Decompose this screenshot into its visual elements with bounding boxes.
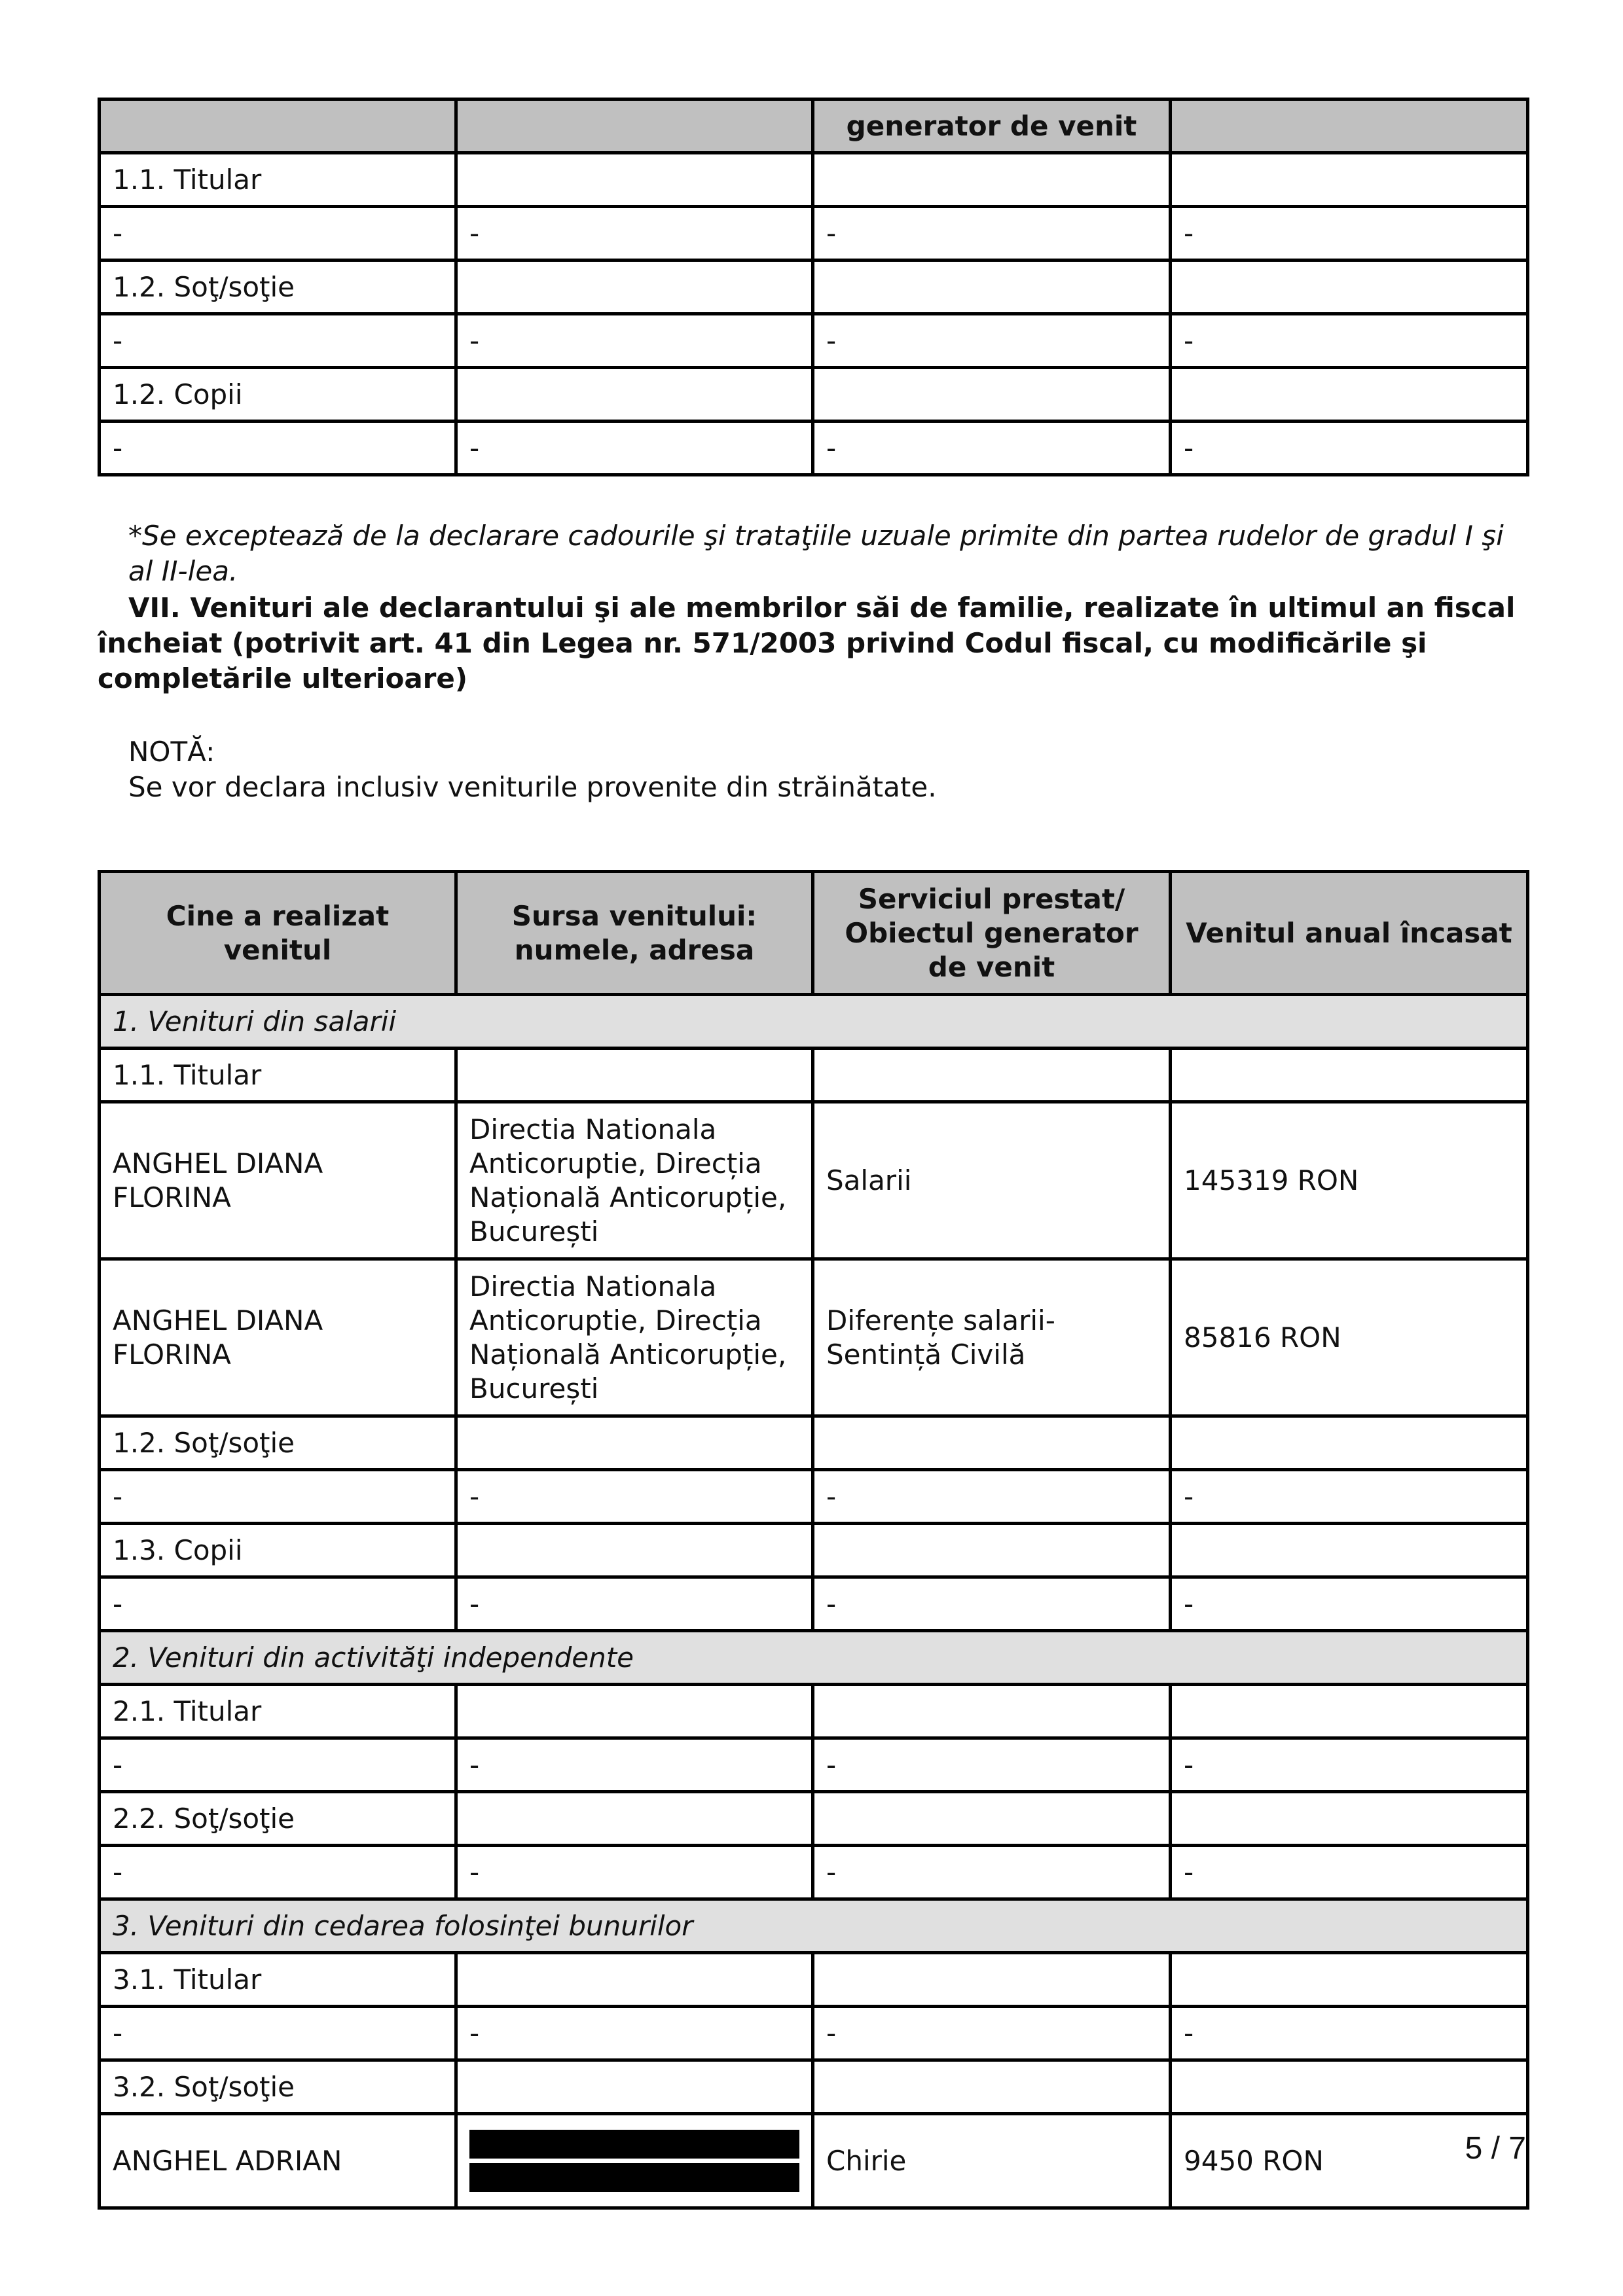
table-row [100,1470,1528,1524]
table-cell [1171,1524,1528,1577]
table-cell [1171,368,1528,422]
header-cell: Venitul anual încasat [1171,872,1528,995]
table-cell: - [456,1470,813,1524]
table-cell: - [813,422,1171,475]
table-cell [456,2060,813,2114]
table-cell [813,1792,1171,1846]
table-cell: - [100,1470,456,1524]
table-row [100,1577,1528,1631]
page-number: 5 / 7 [1465,2131,1526,2166]
table-cell: - [100,1738,456,1792]
table-cell: - [100,207,456,260]
table-cell: 1.2. Copii [100,368,456,422]
table-row [100,1416,1528,1470]
table-cell [456,153,813,207]
note-label: NOTĂ: [128,736,215,768]
income-table [98,870,1529,2210]
header-cell [1171,99,1528,153]
table-row [100,1953,1528,2007]
table-cell: 2.2. Soţ/soţie [100,1792,456,1846]
header-cell: Cine a realizat venitul [100,872,456,995]
table-row [100,1102,1528,1259]
table-cell [813,1049,1171,1102]
table-row [100,207,1528,260]
table-cell: - [813,2007,1171,2060]
table-header-row [100,872,1528,995]
table-row [100,1846,1528,1899]
table-cell [456,1792,813,1846]
table-cell: - [1171,1846,1528,1899]
table-cell [813,260,1171,314]
table-cell: 1.3. Copii [100,1524,456,1577]
header-cell: Sursa venitului: numele, adresa [456,872,813,995]
table-cell: - [456,1738,813,1792]
section-row [100,1899,1528,1953]
table-cell: Diferențe salarii-Sentință Civilă [813,1259,1171,1416]
table-row [100,2007,1528,2060]
table-cell: - [1171,1470,1528,1524]
table-cell: - [813,1470,1171,1524]
table-cell: - [100,314,456,368]
table-cell: 1.1. Titular [100,153,456,207]
table-cell: - [813,1738,1171,1792]
table-header-row [100,99,1528,153]
table-cell [813,153,1171,207]
table-cell: - [1171,2007,1528,2060]
table-cell: 1.2. Soţ/soţie [100,260,456,314]
table-cell: - [813,314,1171,368]
table-cell: - [1171,1738,1528,1792]
header-cell: generator de venit [813,99,1171,153]
table-cell: 3.1. Titular [100,1953,456,2007]
section-title: VII. Venituri ale declarantului şi ale membrilor săi de familie, realizate în ultimul an fiscal încheiat (potrivit art. 41 din Legea nr. 571/2003 privind Codul fiscal, cu modificările şi completările ulterioare) [98,592,1516,694]
table-cell [813,368,1171,422]
table-cell [1171,1685,1528,1738]
table-row [100,1524,1528,1577]
table-cell: 1.2. Soţ/soţie [100,1416,456,1470]
table-cell: 145319 RON [1171,1102,1528,1259]
table-cell: ANGHEL DIANA FLORINA [100,1259,456,1416]
table-row [100,260,1528,314]
table-cell: ANGHEL ADRIAN [100,2114,456,2208]
redaction-bar [469,2130,799,2159]
table-row [100,2114,1528,2208]
table-cell [456,260,813,314]
table-cell: Directia Nationala Anticoruptie, Direcția Națională Anticorupție, București [456,1102,813,1259]
table-cell [1171,153,1528,207]
table-cell: - [100,1577,456,1631]
header-cell: Serviciul prestat/ Obiectul generator de venit [813,872,1171,995]
table-cell: - [456,1577,813,1631]
table-cell [1171,1049,1528,1102]
redaction-bar [469,2163,799,2192]
section-row [100,1631,1528,1685]
table-cell: - [456,207,813,260]
table-cell [456,1416,813,1470]
table-cell [813,2060,1171,2114]
table-cell [456,1524,813,1577]
table-row [100,1049,1528,1102]
section-row [100,995,1528,1049]
table-cell [1171,1416,1528,1470]
table-cell [1171,1953,1528,2007]
table-cell [1171,1792,1528,1846]
table-cell [456,1685,813,1738]
table-cell: 1.1. Titular [100,1049,456,1102]
table-cell: - [100,1846,456,1899]
table-cell: - [813,207,1171,260]
table-row [100,153,1528,207]
section-label: 1. Venituri din salarii [100,995,1528,1049]
previous-section-table [98,98,1529,476]
table-cell: - [1171,207,1528,260]
table-cell [1171,260,1528,314]
table-row [100,1685,1528,1738]
table-cell: - [1171,1577,1528,1631]
table-cell [456,368,813,422]
table-cell [1171,2060,1528,2114]
section-label: 3. Venituri din cedarea folosinţei bunurilor [100,1899,1528,1953]
table-row [100,314,1528,368]
table-cell [456,1953,813,2007]
header-cell [456,99,813,153]
note-text: Se vor declara inclusiv veniturile provenite din străinătate. [128,771,937,803]
table-row [100,2060,1528,2114]
table-cell [813,1524,1171,1577]
table-cell: - [813,1846,1171,1899]
table-cell: - [456,422,813,475]
header-cell [100,99,456,153]
table-cell: 3.2. Soţ/soţie [100,2060,456,2114]
section-label: 2. Venituri din activităţi independente [100,1631,1528,1685]
redacted-cell [456,2114,813,2208]
table-cell [813,1953,1171,2007]
table-cell: - [100,2007,456,2060]
table-cell: - [100,422,456,475]
table-cell: ANGHEL DIANA FLORINA [100,1102,456,1259]
table-cell: - [456,2007,813,2060]
table-row [100,1259,1528,1416]
table-row [100,368,1528,422]
table-row [100,1738,1528,1792]
table-cell: 2.1. Titular [100,1685,456,1738]
table-row [100,1792,1528,1846]
footnote: *Se exceptează de la declarare cadourile şi trataţiile uzuale primite din partea rudelor de gradul I şi al II-lea. [128,520,1504,587]
table-cell: Salarii [813,1102,1171,1259]
table-cell [813,1416,1171,1470]
table-cell [456,1049,813,1102]
table-cell: - [456,314,813,368]
note-block [128,734,1526,805]
table-cell: - [1171,314,1528,368]
table-cell [813,1685,1171,1738]
table-cell: Directia Nationala Anticoruptie, Direcția Națională Anticorupție, București [456,1259,813,1416]
table-cell: 9450 RON [1171,2114,1528,2208]
table-cell: - [813,1577,1171,1631]
table-cell: Chirie [813,2114,1171,2208]
table-cell: - [1171,422,1528,475]
table-cell: 85816 RON [1171,1259,1528,1416]
table-row [100,422,1528,475]
table-cell: - [456,1846,813,1899]
